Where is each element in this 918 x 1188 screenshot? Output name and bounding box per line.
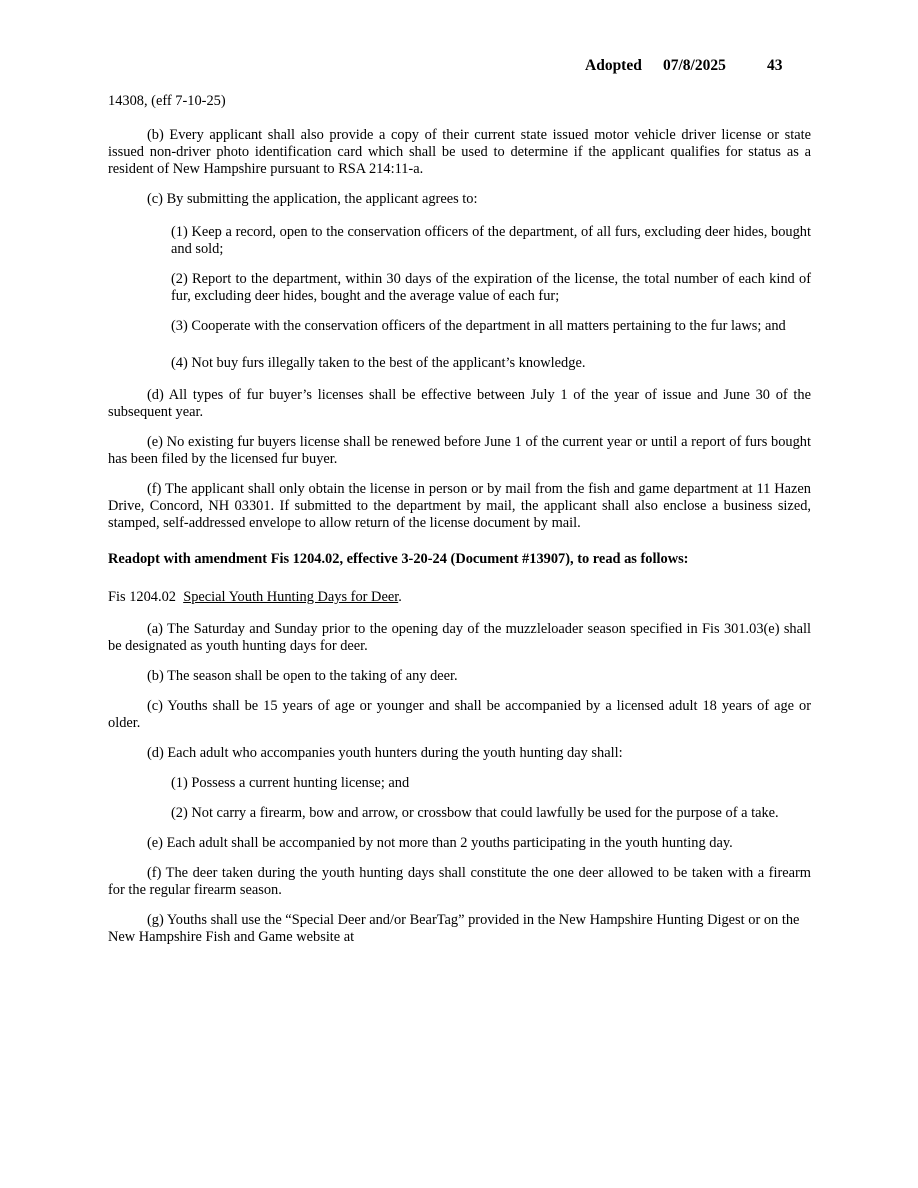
section-paragraph-f: (f) The deer taken during the youth hunting days shall constitute the one deer allowed to be taken with a firearm for the regular firearm season. <box>108 865 811 898</box>
section-paragraph-b: (b) The season shall be open to the taking of any deer. <box>147 668 458 684</box>
section-paragraph-d-2: (2) Not carry a firearm, bow and arrow, or crossbow that could lawfully be used for the purpose of a take. <box>171 805 779 821</box>
section-number: Fis 1204.02 <box>108 589 176 605</box>
paragraph-c-3: (3) Cooperate with the conservation officers of the department in all matters pertaining to the fur laws; and <box>171 318 786 334</box>
section-paragraph-g: (g) Youths shall use the “Special Deer and/or BearTag” provided in the New Hampshire Hunting Digest or on the New Hampshire Fish and Game website at <box>108 912 800 945</box>
page-number: 43 <box>767 57 783 74</box>
paragraph-c-1: (1) Keep a record, open to the conservation officers of the department, of all furs, excluding deer hides, bought and sold; <box>171 224 811 257</box>
section-paragraph-c: (c) Youths shall be 15 years of age or younger and shall be accompanied by a licensed adult 18 years of age or older. <box>108 698 811 731</box>
paragraph-c-4: (4) Not buy furs illegally taken to the best of the applicant’s knowledge. <box>171 355 586 371</box>
readopt-heading: Readopt with amendment Fis 1204.02, effective 3-20-24 (Document #13907), to read as follows: <box>108 551 689 567</box>
section-paragraph-e: (e) Each adult shall be accompanied by not more than 2 youths participating in the youth hunting day. <box>147 835 733 851</box>
paragraph-b: (b) Every applicant shall also provide a copy of their current state issued motor vehicle driver license or state issued non-driver photo identification card which shall be used to determine if the applicant qualifies for status as a resident of New Hampshire pursuant to RSA 214:11-a. <box>108 127 811 177</box>
paragraph-e: (e) No existing fur buyers license shall be renewed before June 1 of the current year or until a report of furs bought has been filed by the licensed fur buyer. <box>108 434 811 467</box>
section-heading <box>108 589 811 606</box>
paragraph-f: (f) The applicant shall only obtain the license in person or by mail from the fish and game department at 11 Hazen Drive, Concord, NH 03301. If submitted to the department by mail, the applicant shall also enclose a business sized, stamped, self-addressed envelope to allow return of the license document by mail. <box>108 481 811 531</box>
page-header <box>585 57 815 74</box>
paragraph-c: (c) By submitting the application, the applicant agrees to: <box>147 191 478 207</box>
paragraph-d: (d) All types of fur buyer’s licenses shall be effective between July 1 of the year of issue and June 30 of the subsequent year. <box>108 387 811 420</box>
section-period: . <box>398 589 402 605</box>
section-paragraph-d: (d) Each adult who accompanies youth hunters during the youth hunting day shall: <box>147 745 623 761</box>
adopted-label: Adopted <box>585 57 642 74</box>
section-paragraph-a: (a) The Saturday and Sunday prior to the opening day of the muzzleloader season specified in Fis 301.03(e) shall be designated as youth hunting days for deer. <box>108 621 811 654</box>
section-paragraph-d-1: (1) Possess a current hunting license; and <box>171 775 410 791</box>
continued-reference: 14308, (eff 7-10-25) <box>108 93 226 109</box>
adopted-date: 07/8/2025 <box>663 57 726 74</box>
section-title: Special Youth Hunting Days for Deer <box>183 589 399 605</box>
paragraph-c-2: (2) Report to the department, within 30 days of the expiration of the license, the total number of each kind of fur, excluding deer hides, bought and the average value of each fur; <box>171 271 811 304</box>
document-body <box>108 93 811 959</box>
